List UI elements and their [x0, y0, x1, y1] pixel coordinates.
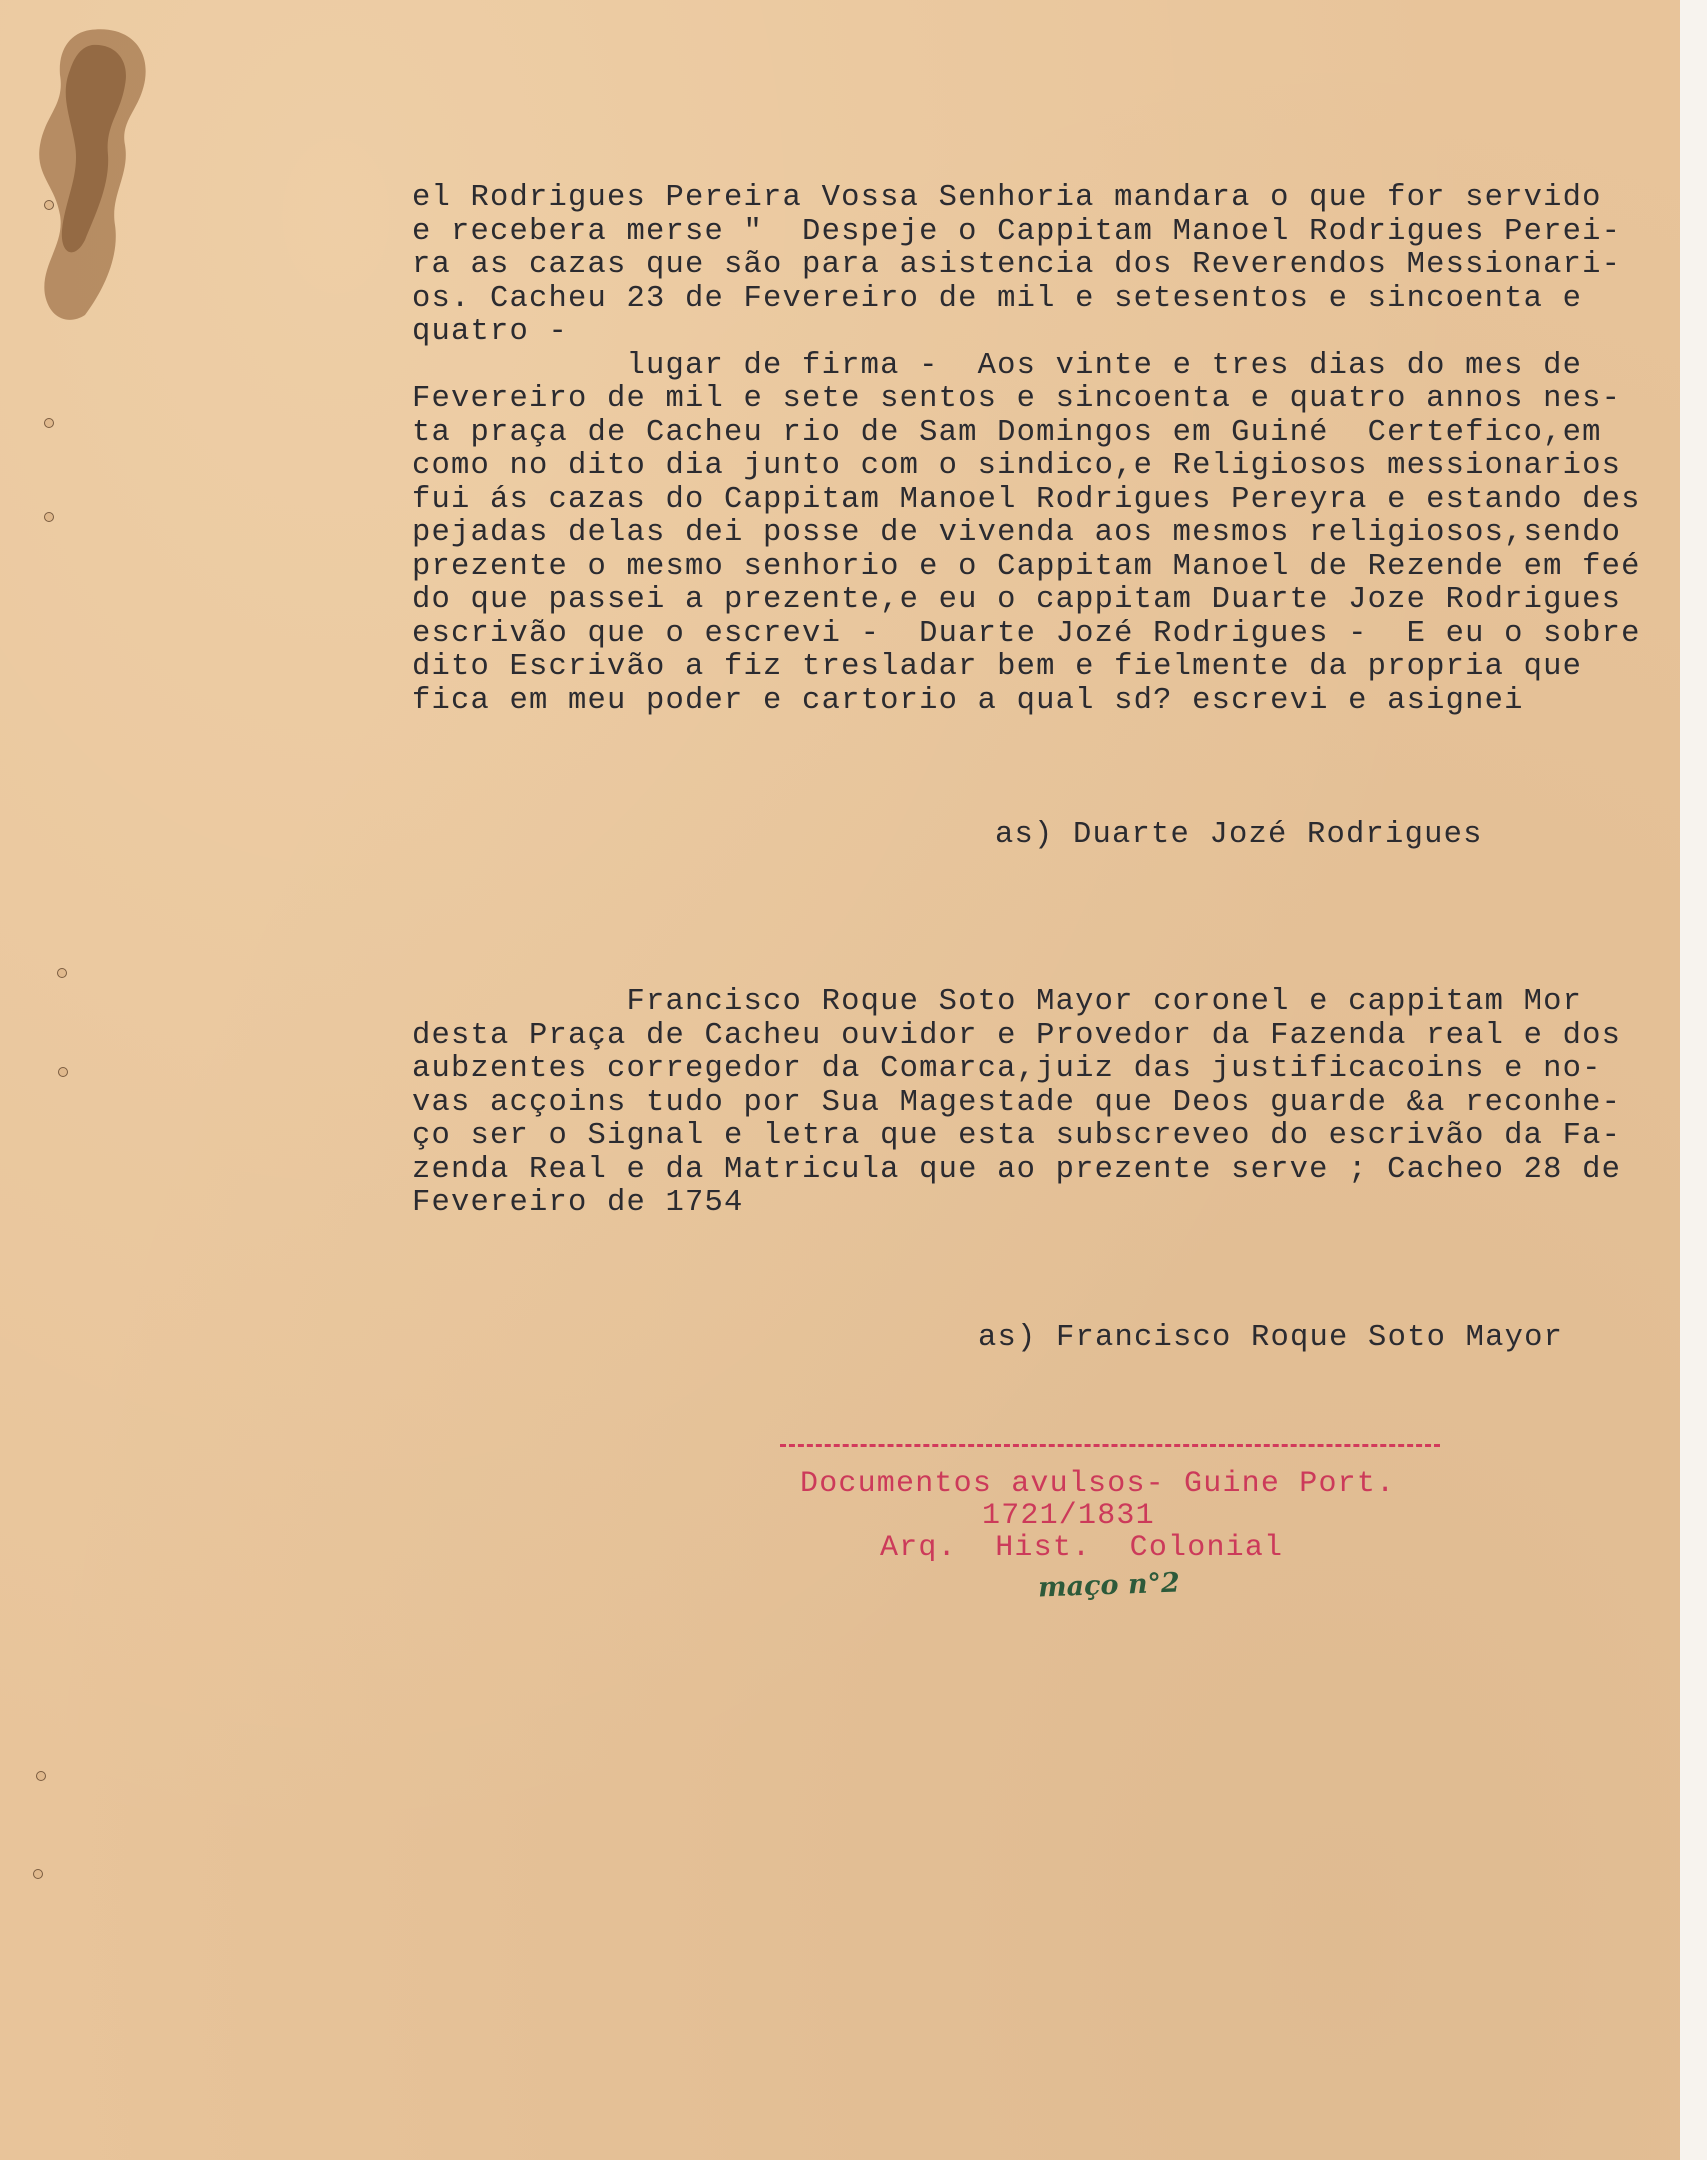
punch-hole	[36, 1771, 46, 1781]
text-line: fica em meu poder e cartorio a qual sd? escrevi e asignei	[412, 683, 1524, 718]
archive-stamp-line2: 1721/1831	[982, 1499, 1155, 1533]
text-line: escrivão que o escrevi - Duarte Jozé Rodrigues - E eu o sobre	[412, 616, 1641, 651]
text-line: ço ser o Signal e letra que esta subscreveo do escrivão da Fa-	[412, 1119, 1622, 1153]
text-line: Fevereiro de 1754	[412, 1186, 744, 1220]
text-line: vas acçoins tudo por Sua Magestade que Deos guarde &a reconhe-	[412, 1085, 1622, 1120]
page-margin	[1680, 0, 1707, 2160]
punch-hole	[44, 418, 54, 428]
text-line: Francisco Roque Soto Mayor coronel e cappitam Mor	[412, 985, 1583, 1019]
certificate-paragraph	[412, 182, 1641, 718]
text-line: como no dito dia junto com o sindico,e Religiosos messionarios	[412, 449, 1622, 483]
text-line: dito Escrivão a fiz tresladar bem e fielmente da propria que	[412, 650, 1583, 684]
archive-stamp-line1: Documentos avulsos- Guine Port.	[800, 1467, 1396, 1501]
text-line: ta praça de Cacheu rio de Sam Domingos em Guiné Certefico,em	[412, 415, 1602, 450]
punch-hole	[57, 968, 67, 978]
text-line: lugar de firma - Aos vinte e tres dias do mes de	[412, 348, 1583, 383]
text-line: ra as cazas que são para asistencia dos Reverendos Messionari-	[412, 248, 1622, 282]
recognition-paragraph	[412, 986, 1621, 1221]
text-line: e recebera merse " Despeje o Cappitam Manoel Rodrigues Perei-	[412, 214, 1622, 249]
text-line: do que passei a prezente,e eu o cappitam Duarte Joze Rodrigues	[412, 583, 1622, 617]
text-line: Fevereiro de mil e sete sentos e sincoenta e quatro annos nes-	[412, 382, 1622, 416]
text-line: desta Praça de Cacheu ouvidor e Provedor da Fazenda real e dos	[412, 1018, 1622, 1053]
signature-francisco: as) Francisco Roque Soto Mayor	[978, 1321, 1564, 1355]
water-stain	[30, 25, 160, 325]
handwritten-bundle-note: maço n°2	[1037, 1567, 1181, 1604]
archive-stamp-line3: Arq. Hist. Colonial	[880, 1531, 1284, 1565]
text-line: fui ás cazas do Cappitam Manoel Rodrigues Pereyra e estando des	[412, 482, 1641, 517]
text-line: aubzentes corregedor da Comarca,juiz das justificacoins e no-	[412, 1052, 1602, 1086]
punch-hole	[58, 1067, 68, 1077]
punch-hole	[44, 200, 54, 210]
text-line: quatro -	[412, 315, 569, 349]
stamp-dashed-line	[780, 1444, 1440, 1447]
text-line: el Rodrigues Pereira Vossa Senhoria mandara o que for servido	[412, 181, 1602, 215]
signature-duarte: as) Duarte Jozé Rodrigues	[995, 818, 1483, 852]
text-line: prezente o mesmo senhorio e o Cappitam Manoel de Rezende em feé	[412, 549, 1641, 584]
punch-hole	[33, 1869, 43, 1879]
text-line: os. Cacheu 23 de Fevereiro de mil e setesentos e sincoenta e	[412, 281, 1583, 316]
text-line: zenda Real e da Matricula que ao prezente serve ; Cacheo 28 de	[412, 1152, 1622, 1187]
text-line: pejadas delas dei posse de vivenda aos mesmos religiosos,sendo	[412, 516, 1622, 550]
punch-hole	[44, 512, 54, 522]
